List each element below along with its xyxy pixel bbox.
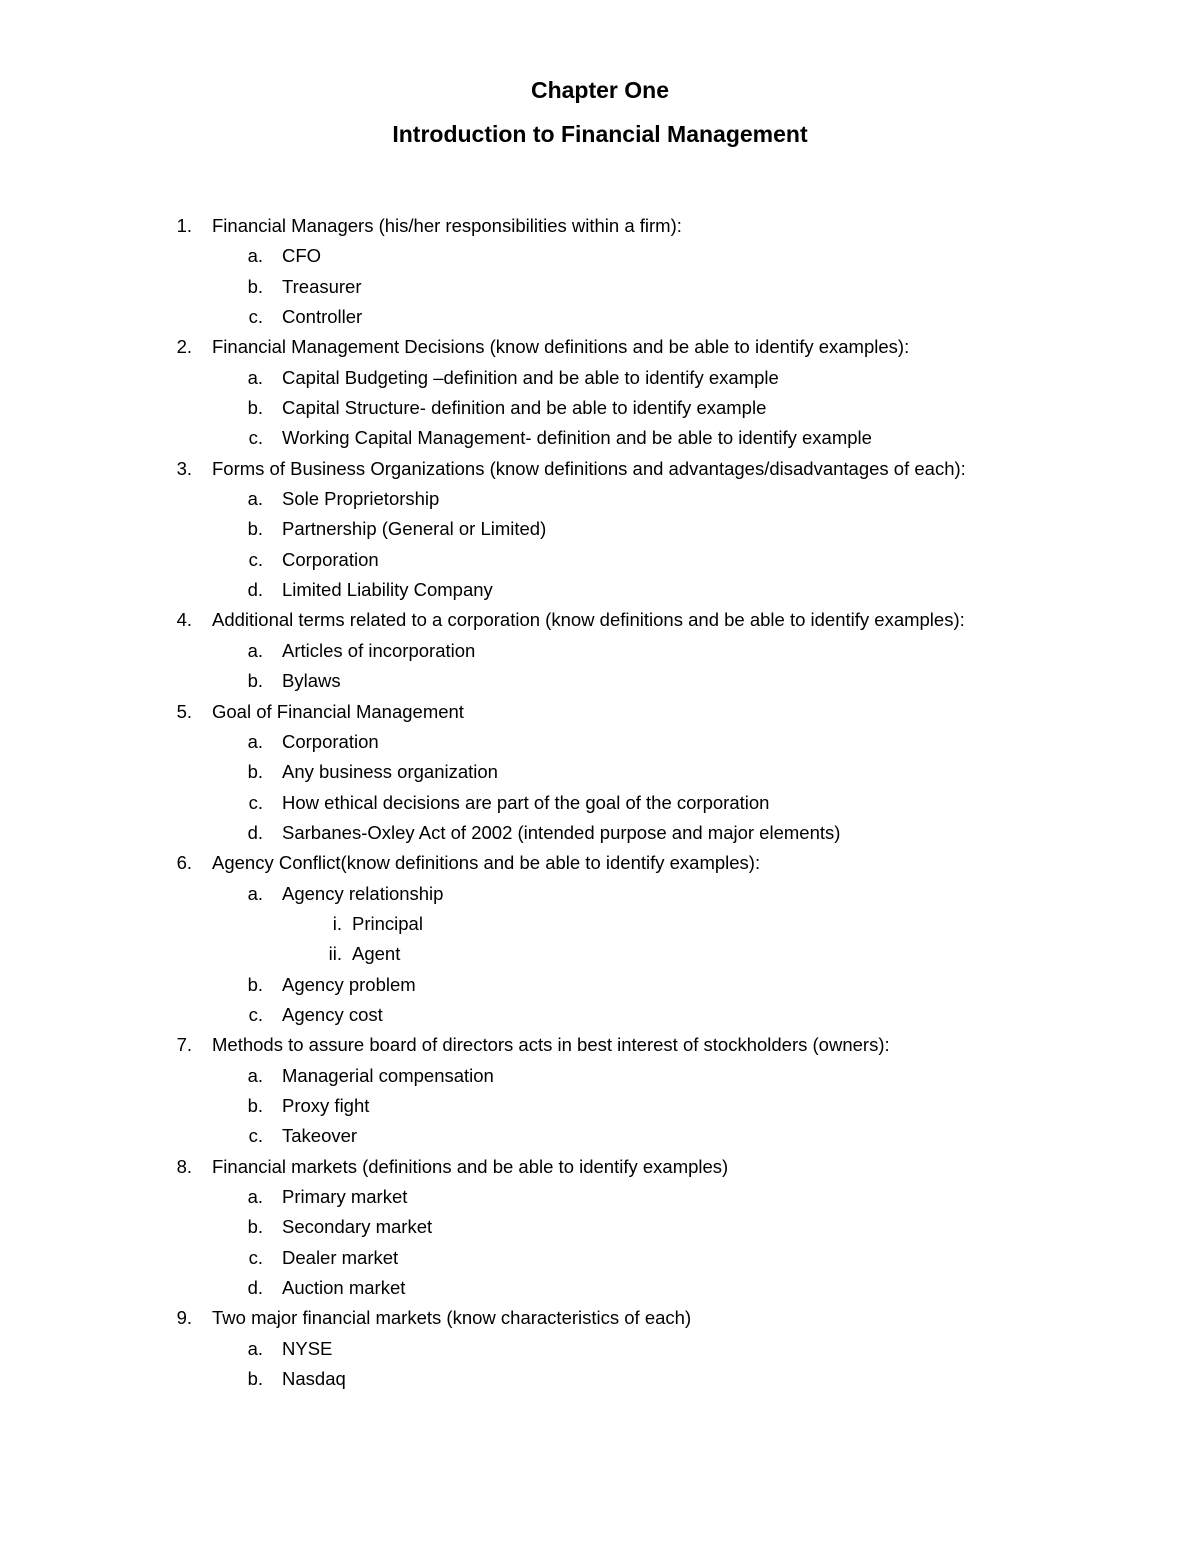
list-marker: 8.: [176, 1155, 192, 1177]
list-marker: c.: [248, 306, 263, 328]
chapter-heading: Chapter One: [530, 77, 670, 103]
outline-subitem: [0, 272, 1200, 302]
list-marker: c.: [248, 791, 263, 813]
outline-subitem: [0, 818, 1200, 848]
list-marker: b.: [247, 1094, 263, 1116]
outline-subsubitem: [0, 939, 1200, 969]
list-marker: a.: [247, 366, 263, 388]
list-marker: d.: [247, 1277, 263, 1299]
list-item-text: Controller: [282, 306, 363, 328]
list-marker: b.: [247, 397, 263, 419]
document-title: Introduction to Financial Management: [392, 121, 808, 147]
outline-item: [0, 697, 1200, 727]
list-marker: i.: [332, 912, 342, 934]
list-item-text: Any business organization: [282, 761, 498, 783]
list-item-text: Financial markets (definitions and be able to identify examples): [212, 1155, 729, 1177]
list-item-text: Principal: [352, 912, 423, 934]
list-item-text: Two major financial markets (know characteristics of each): [212, 1307, 692, 1329]
list-marker: b.: [247, 973, 263, 995]
list-marker: 4.: [176, 609, 192, 631]
list-item-text: Sarbanes-Oxley Act of 2002 (intended purpose and major elements): [282, 821, 841, 843]
list-item-text: Agency Conflict(know definitions and be able to identify examples):: [212, 852, 761, 874]
list-item-text: Agency cost: [282, 1003, 383, 1025]
outline-subitem: [0, 1182, 1200, 1212]
list-item-text: Proxy fight: [282, 1094, 370, 1116]
outline-subitem: [0, 1334, 1200, 1364]
outline-item: [0, 1030, 1200, 1060]
outline-subitem: [0, 1273, 1200, 1303]
outline-subitem: [0, 241, 1200, 271]
outline-subitem: [0, 1364, 1200, 1394]
list-marker: b.: [247, 1368, 263, 1390]
list-marker: a.: [247, 730, 263, 752]
list-marker: d.: [247, 821, 263, 843]
outline-subitem: [0, 879, 1200, 909]
list-item-text: Limited Liability Company: [282, 579, 493, 601]
outline-item: [0, 332, 1200, 362]
list-item-text: Bylaws: [282, 670, 341, 692]
list-marker: ii.: [328, 943, 342, 965]
outline-subitem: [0, 545, 1200, 575]
outline-subitem: [0, 970, 1200, 1000]
outline-list: [0, 211, 1200, 1394]
outline-subitem: [0, 484, 1200, 514]
list-item-text: Partnership (General or Limited): [282, 518, 547, 540]
outline-subitem: [0, 393, 1200, 423]
list-item-text: Articles of incorporation: [282, 639, 476, 661]
list-marker: c.: [248, 1125, 263, 1147]
list-item-text: Financial Management Decisions (know definitions and be able to identify examples):: [212, 336, 910, 358]
outline-subitem: [0, 666, 1200, 696]
list-item-text: NYSE: [282, 1337, 333, 1359]
list-item-text: Corporation: [282, 548, 379, 570]
outline-subitem: [0, 1243, 1200, 1273]
list-item-text: Nasdaq: [282, 1368, 346, 1390]
list-item-text: Sole Proprietorship: [282, 488, 440, 510]
list-item-text: Forms of Business Organizations (know definitions and advantages/disadvantages of each):: [212, 457, 966, 479]
list-item-text: Agency relationship: [282, 882, 444, 904]
list-marker: a.: [247, 488, 263, 510]
list-item-text: Dealer market: [282, 1246, 399, 1268]
outline-item: [0, 211, 1200, 241]
list-item-text: Goal of Financial Management: [212, 700, 464, 722]
list-item-text: Managerial compensation: [282, 1064, 494, 1086]
outline-subitem: [0, 423, 1200, 453]
list-marker: a.: [247, 1186, 263, 1207]
list-item-text: Additional terms related to a corporation (know definitions and be able to identify examples):: [212, 609, 965, 631]
outline-subitem: [0, 1212, 1200, 1242]
list-marker: 1.: [176, 215, 192, 236]
outline-subitem: [0, 575, 1200, 605]
list-item-text: Methods to assure board of directors acts in best interest of stockholders (owners):: [212, 1034, 890, 1056]
outline-subitem: [0, 636, 1200, 666]
list-item-text: Capital Structure- definition and be able to identify example: [282, 397, 767, 419]
outline-item: [0, 1152, 1200, 1182]
list-marker: a.: [247, 245, 263, 267]
list-item-text: Primary market: [282, 1186, 408, 1207]
list-item-text: CFO: [282, 245, 322, 267]
list-marker: c.: [248, 1246, 263, 1268]
list-marker: 6.: [176, 852, 192, 874]
list-marker: c.: [248, 427, 263, 449]
outline-subitem: [0, 302, 1200, 332]
list-marker: 9.: [176, 1307, 192, 1329]
list-marker: a.: [247, 639, 263, 661]
outline-item: [0, 605, 1200, 635]
list-marker: c.: [248, 548, 263, 570]
list-marker: 2.: [176, 336, 192, 358]
list-item-text: Financial Managers (his/her responsibilities within a firm):: [212, 215, 682, 236]
list-marker: 3.: [176, 457, 192, 479]
list-marker: 5.: [176, 700, 192, 722]
list-item-text: Auction market: [282, 1277, 406, 1299]
outline-item: [0, 848, 1200, 878]
outline-subsubitem: [0, 909, 1200, 939]
list-marker: b.: [247, 761, 263, 783]
outline-subitem: [0, 727, 1200, 757]
list-marker: a.: [247, 1337, 263, 1359]
list-marker: d.: [247, 579, 263, 601]
list-marker: b.: [247, 670, 263, 692]
list-item-text: Secondary market: [282, 1216, 433, 1238]
outline-subitem: [0, 514, 1200, 544]
list-item-text: Takeover: [282, 1125, 358, 1147]
outline-item: [0, 454, 1200, 484]
outline-subitem: [0, 1061, 1200, 1091]
outline-item: [0, 1303, 1200, 1333]
list-marker: a.: [247, 1064, 263, 1086]
outline-subitem: [0, 363, 1200, 393]
list-item-text: Agent: [352, 943, 401, 965]
list-item-text: Treasurer: [282, 275, 362, 297]
list-marker: a.: [247, 882, 263, 904]
list-item-text: Corporation: [282, 730, 379, 752]
list-marker: c.: [248, 1003, 263, 1025]
list-marker: b.: [247, 1216, 263, 1238]
list-item-text: Capital Budgeting –definition and be able to identify example: [282, 366, 779, 388]
outline-subitem: [0, 1091, 1200, 1121]
outline-subitem: [0, 757, 1200, 787]
list-item-text: How ethical decisions are part of the goal of the corporation: [282, 791, 770, 813]
list-marker: 7.: [176, 1034, 192, 1056]
list-item-text: Working Capital Management- definition and be able to identify example: [282, 427, 872, 449]
list-item-text: Agency problem: [282, 973, 416, 995]
outline-subitem: [0, 788, 1200, 818]
list-marker: b.: [247, 275, 263, 297]
outline-subitem: [0, 1121, 1200, 1151]
list-marker: b.: [247, 518, 263, 540]
outline-subitem: [0, 1000, 1200, 1030]
